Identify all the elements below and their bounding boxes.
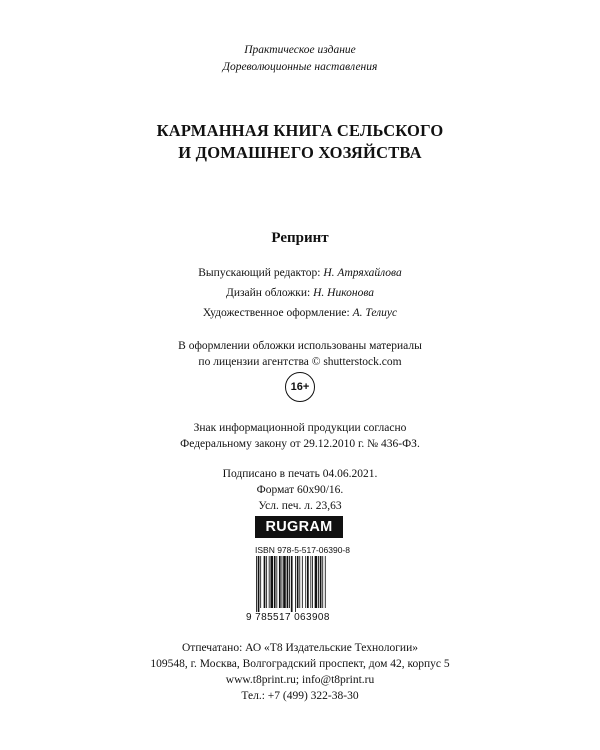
print-format: Формат 60x90/16.: [256, 484, 344, 496]
print-sheets: Усл. печ. л. 23,63: [258, 500, 342, 512]
barcode-bar: [287, 556, 289, 608]
barcode-bar: [276, 556, 277, 608]
credit-person: А. Телиус: [352, 307, 398, 319]
barcode-bar: [299, 556, 300, 608]
barcode-bar: [318, 556, 319, 608]
barcode-bar: [315, 556, 318, 608]
barcode-bar: [283, 556, 286, 608]
license-line-1: В оформлении обложки использованы материалы: [178, 340, 422, 352]
barcode-digits: 9 785517 063908: [246, 612, 330, 623]
barcode-bar: [264, 556, 266, 608]
barcode-bar: [320, 556, 322, 608]
title-line-2: И ДОМАШНЕГО ХОЗЯЙСТВА: [178, 143, 422, 162]
barcode-bar: [269, 556, 270, 608]
law-line-1: Знак информационной продукции согласно: [193, 422, 407, 434]
barcode-bar: [322, 556, 323, 608]
printer-phone: Тел.: +7 (499) 322-38-30: [241, 690, 359, 702]
barcode-bar: [297, 556, 299, 608]
barcode-bar: [307, 556, 309, 608]
barcode-bar: [270, 556, 273, 608]
credit-art-design: [0, 303, 600, 323]
series-label: [0, 42, 600, 76]
barcode-bar: [266, 556, 267, 608]
barcode-bar: [282, 556, 283, 608]
title-line-1: КАРМАННАЯ КНИГА СЕЛЬСКОГО: [156, 121, 444, 140]
credits-block: [0, 263, 600, 323]
barcode-bar: [256, 556, 257, 612]
law-line-2: Федеральному закону от 29.12.2010 г. № 436-ФЗ.: [180, 438, 420, 450]
barcode-bar: [295, 556, 296, 612]
law-note: [0, 420, 600, 452]
credit-role: Дизайн обложки:: [225, 287, 311, 299]
barcode-bar: [310, 556, 311, 608]
credit-role: Художественное оформление:: [202, 307, 350, 319]
barcode-bar: [305, 556, 306, 608]
barcode-bar: [312, 556, 313, 608]
barcode-bar: [325, 556, 326, 608]
credit-person: Н. Атряхайлова: [323, 267, 402, 279]
credit-editor: [0, 263, 600, 283]
barcode-bar: [258, 556, 260, 612]
age-rating-badge: 16+: [285, 372, 315, 402]
isbn-barcode: [255, 556, 345, 612]
barcode-bar: [279, 556, 281, 608]
barcode-bar: [274, 556, 276, 608]
credit-role: Выпускающий редактор:: [198, 267, 321, 279]
publisher-logo: RUGRAM: [255, 516, 343, 538]
printer-info: [0, 640, 600, 704]
print-info: [0, 466, 600, 514]
license-note: [0, 338, 600, 370]
credit-cover-design: [0, 283, 600, 303]
printer-name: Отпечатано: АО «Т8 Издательские Технологии»: [182, 642, 418, 654]
printer-address: 109548, г. Москва, Волгоградский проспект, дом 42, корпус 5: [150, 658, 450, 670]
credit-person: Н. Никонова: [313, 287, 375, 299]
barcode-bar: [289, 556, 290, 608]
printer-web: www.t8print.ru; info@t8print.ru: [225, 674, 375, 686]
barcode-bar: [302, 556, 303, 608]
license-line-2: по лицензии агентства © shutterstock.com: [198, 356, 402, 368]
series-line-1: Практическое издание: [244, 44, 356, 56]
barcode-bar: [260, 556, 261, 608]
print-signed-date: Подписано в печать 04.06.2021.: [222, 468, 378, 480]
isbn-number: ISBN 978-5-517-06390-8: [255, 545, 350, 555]
book-title: [0, 120, 600, 164]
series-line-2: Дореволюционные наставления: [222, 61, 378, 73]
edition-label: Репринт: [271, 230, 329, 246]
barcode-bar: [291, 556, 293, 612]
